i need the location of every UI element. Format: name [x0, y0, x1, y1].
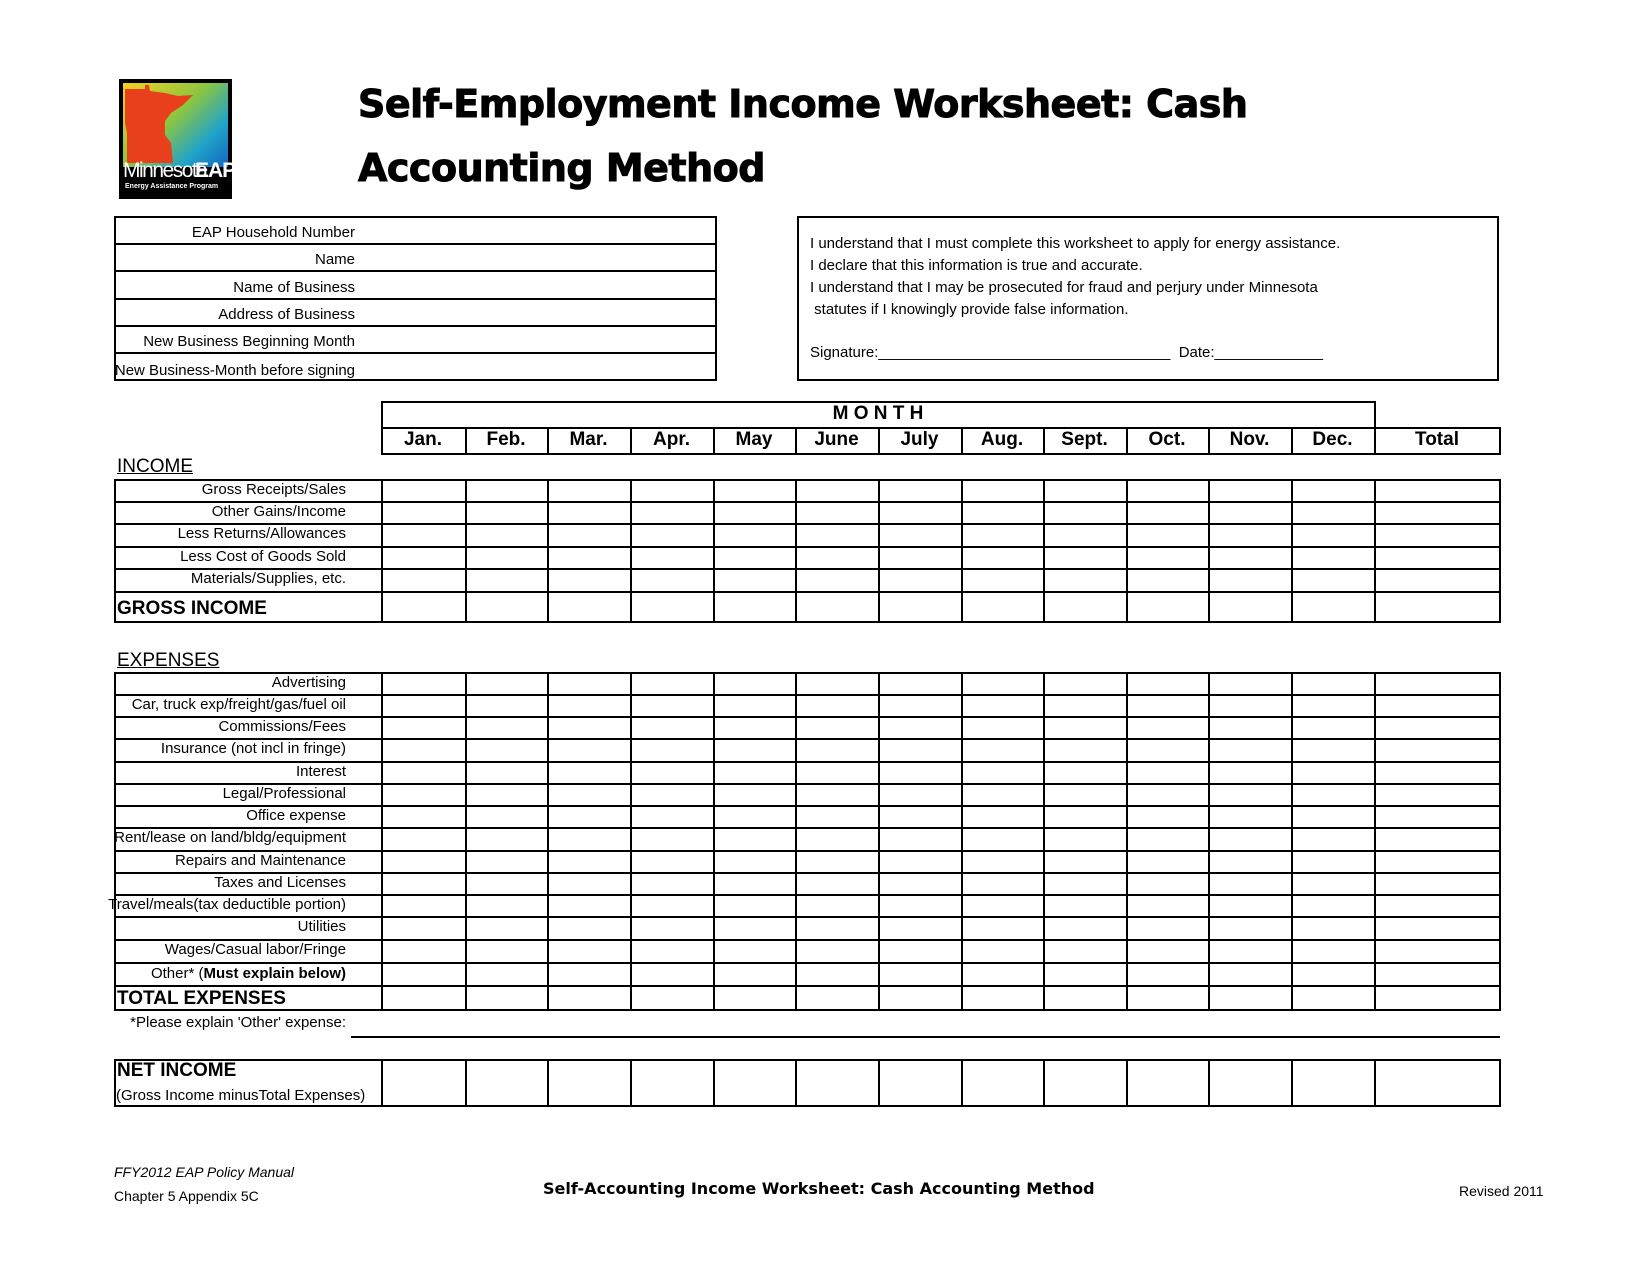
expenses-grid-vline	[878, 672, 880, 1011]
month-header-2: Mar.	[569, 429, 608, 450]
expense-row-label: Car, truck exp/freight/gas/fuel oil	[131, 696, 346, 713]
name-label: Name	[314, 251, 355, 268]
income-grid-vline	[630, 479, 632, 623]
month-header-4: May	[735, 429, 773, 450]
income-grid-vline	[1499, 479, 1501, 623]
income-grid-vline	[1043, 479, 1045, 623]
footer-revised: Revised 2011	[1459, 1183, 1544, 1199]
footer-center-title: Self-Accounting Income Worksheet: Cash Accounting Method	[543, 1179, 1095, 1198]
expenses-grid-vline	[1043, 672, 1045, 1011]
month-header-8: Sept.	[1061, 429, 1108, 450]
net-income-subtitle: (Gross Income minusTotal Expenses)	[116, 1087, 366, 1104]
expense-row-label: Rent/lease on land/bldg/equipment	[114, 829, 346, 846]
declaration-line-3: I understand that I may be prosecuted for fraud and perjury under Minnesota	[810, 279, 1318, 296]
income-grid-vline	[713, 479, 715, 623]
explain-other-line[interactable]	[351, 1036, 1500, 1038]
expenses-grid-vline	[961, 672, 963, 1011]
income-row-label: Less Cost of Goods Sold	[180, 548, 346, 565]
beginning-month-label: New Business Beginning Month	[143, 333, 355, 350]
total-header: Total	[1415, 429, 1459, 450]
net-grid-vline	[1291, 1059, 1293, 1107]
expense-row-label: Commissions/Fees	[218, 718, 346, 735]
expense-row-label: Legal/Professional	[222, 785, 346, 802]
other-prefix: Other* (	[150, 965, 204, 982]
income-heading: INCOME	[117, 456, 193, 477]
income-grid-vline	[1208, 479, 1210, 623]
total-expenses-label: TOTAL EXPENSES	[117, 988, 286, 1009]
month-header-7: Aug.	[980, 429, 1024, 450]
net-grid-vline	[795, 1059, 797, 1107]
net-grid-vline	[1043, 1059, 1045, 1107]
expense-row-label: Office expense	[246, 807, 346, 824]
expense-row-label: Utilities	[297, 918, 346, 935]
expenses-grid-vline	[1291, 672, 1293, 1011]
net-grid-vline	[1499, 1059, 1501, 1107]
income-row-label: Materials/Supplies, etc.	[190, 570, 346, 587]
expense-row-label: Taxes and Licenses	[214, 874, 346, 891]
net-grid-vline	[547, 1059, 549, 1107]
net-grid-vline	[961, 1059, 963, 1107]
gross-income-label: GROSS INCOME	[117, 598, 267, 619]
income-row-label: Gross Receipts/Sales	[201, 481, 346, 498]
declaration-line-2: I declare that this information is true and accurate.	[810, 257, 1143, 274]
expenses-grid-vline	[713, 672, 715, 1011]
income-grid-vline	[547, 479, 549, 623]
net-grid-vline	[465, 1059, 467, 1107]
income-grid-vline	[381, 479, 383, 623]
net-grid-vline	[630, 1059, 632, 1107]
month-header-bottom	[381, 453, 1501, 455]
income-row-label: Less Returns/Allowances	[177, 525, 346, 542]
expenses-grid-vline	[1499, 672, 1501, 1011]
declaration-line-4: statutes if I knowingly provide false information.	[810, 301, 1129, 318]
net-grid-vline	[381, 1059, 383, 1107]
business-address-label: Address of Business	[218, 306, 355, 323]
income-row-label: Other Gains/Income	[211, 503, 346, 520]
expense-row-label: Insurance (not incl in fringe)	[160, 740, 346, 757]
expenses-heading: EXPENSES	[117, 650, 220, 671]
income-grid-vline	[795, 479, 797, 623]
income-grid-vline	[961, 479, 963, 623]
logo-line2: EAP	[195, 159, 236, 182]
expenses-grid-vline	[465, 672, 467, 1011]
declaration-line-1: I understand that I must complete this worksheet to apply for energy assistance.	[810, 235, 1341, 252]
month-header-0: Jan.	[403, 429, 443, 450]
month-header-9: Oct.	[1148, 429, 1186, 450]
expense-row-label: Interest	[295, 763, 346, 780]
expense-row-label: Advertising	[271, 674, 346, 691]
month-header-6: July	[900, 429, 939, 450]
expense-row-label: Wages/Casual labor/Fringe	[164, 941, 346, 958]
month-header-10: Nov.	[1229, 429, 1270, 450]
net-grid-vline	[1208, 1059, 1210, 1107]
household-number-label: EAP Household Number	[191, 224, 355, 241]
net-grid-vline	[878, 1059, 880, 1107]
logo-tagline: Energy Assistance Program	[125, 183, 219, 190]
net-grid-vline	[713, 1059, 715, 1107]
net-grid-vline	[1126, 1059, 1128, 1107]
expense-row-label: Repairs and Maintenance	[175, 852, 346, 869]
expenses-grid-vline	[1374, 672, 1376, 1011]
net-grid-vline	[1374, 1059, 1376, 1107]
income-grid-vline	[114, 479, 116, 623]
income-grid-vline	[878, 479, 880, 623]
expense-row-label: Travel/meals(tax deductible portion)	[108, 896, 346, 913]
footer-manual: FFY2012 EAP Policy Manual	[114, 1164, 295, 1180]
grid-vline	[1499, 427, 1501, 455]
net-income-label: NET INCOME	[117, 1060, 237, 1081]
footer-chapter: Chapter 5 Appendix 5C	[114, 1188, 259, 1204]
expenses-grid-vline	[795, 672, 797, 1011]
income-grid-vline	[465, 479, 467, 623]
expense-row-other	[151, 965, 346, 982]
page-title-line1: Self-Employment Income Worksheet: Cash	[358, 82, 1248, 126]
expenses-grid-vline	[381, 672, 383, 1011]
month-header-1: Feb.	[486, 429, 526, 450]
month-before-signing-label: New Business-Month before signing	[114, 362, 355, 379]
expenses-grid-vline	[547, 672, 549, 1011]
month-title: M O N T H	[832, 403, 924, 424]
month-header-5: June	[814, 429, 859, 450]
income-grid-vline	[1126, 479, 1128, 623]
month-header-3: Apr.	[653, 429, 690, 450]
signature-date-line[interactable]: Signature:___________________________________ Date:_____________	[810, 344, 1323, 361]
income-grid-vline	[1374, 479, 1376, 623]
expenses-grid-vline	[1208, 672, 1210, 1011]
page-title-line2: Accounting Method	[358, 146, 765, 190]
business-name-label: Name of Business	[233, 279, 355, 296]
expenses-grid-vline	[1126, 672, 1128, 1011]
other-bold: Must explain below)	[203, 965, 346, 982]
expenses-grid-vline	[630, 672, 632, 1011]
month-header-11: Dec.	[1312, 429, 1353, 450]
explain-other-label: *Please explain 'Other' expense:	[130, 1014, 346, 1031]
income-grid-vline	[1291, 479, 1293, 623]
logo-line1: Minnesota	[123, 159, 207, 182]
